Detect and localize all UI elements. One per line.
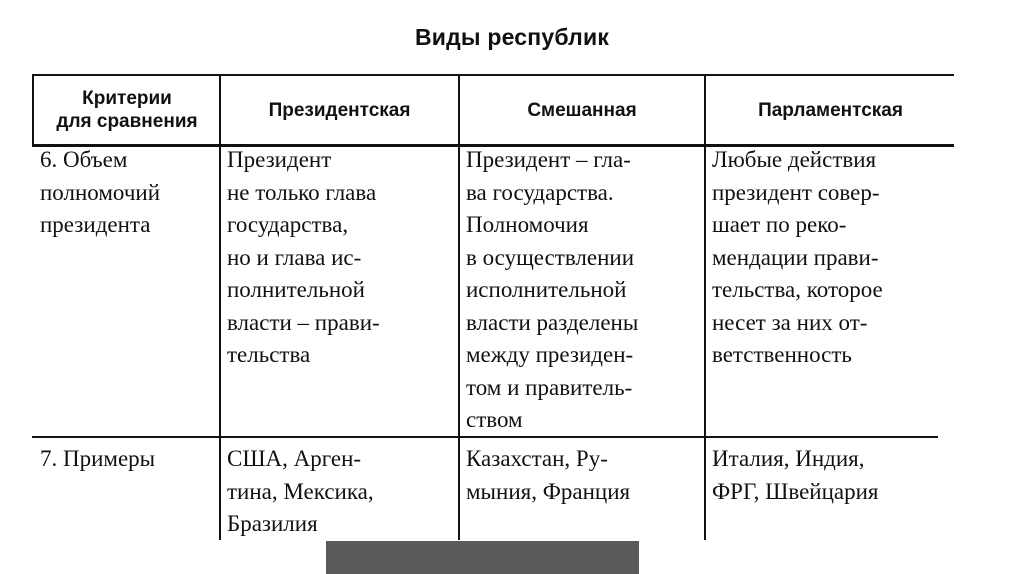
table-left-rule — [32, 74, 34, 146]
table-top-rule — [32, 74, 954, 76]
row7-criterion: 7. Примеры — [40, 446, 156, 471]
column-rule-1 — [219, 74, 221, 540]
row7-parliamentary: Италия, Индия, ФРГ, Швейцария — [712, 446, 879, 504]
header-mixed: Смешанная — [527, 99, 637, 121]
page-title: Виды республик — [414, 24, 610, 50]
row6-mixed: Президент – гла- ва государства. Полномочия в осуществлении исполнительной власти разделены между президен- том и правитель- ством — [466, 147, 639, 432]
row7-mixed: Казахстан, Ру- мыния, Франция — [466, 446, 631, 504]
header-criteria: Критерии для сравнения — [56, 88, 198, 132]
row6-criterion: 6. Объем полномочий президента — [40, 147, 160, 237]
row7-presidential: США, Арген- тина, Мексика, Бразилия — [227, 446, 374, 536]
header-parliamentary: Парламентская — [758, 99, 903, 121]
column-rule-3 — [704, 74, 706, 540]
row6-presidential: Президент не только глава государства, но и глава ис- полнительной власти – прави- тельства — [227, 147, 380, 367]
header-presidential: Президентская — [268, 99, 411, 121]
column-rule-2 — [458, 74, 460, 540]
footer-bar — [326, 541, 639, 574]
row6-parliamentary: Любые действия президент совер- шает по реко- мендации прави- тельства, которое несет за них от- ветственность — [712, 147, 883, 367]
